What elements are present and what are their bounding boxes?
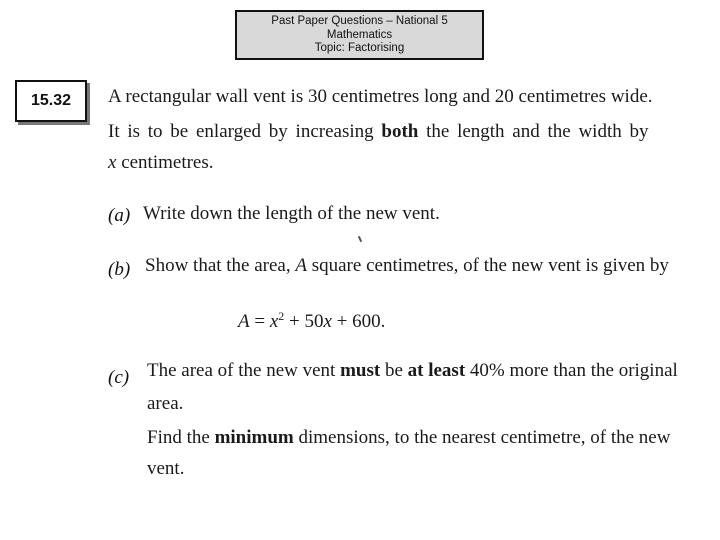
header-subject: Mathematics xyxy=(326,28,393,41)
part-b-text-pre: Show that the area, xyxy=(145,255,296,276)
part-a-label: (a) xyxy=(108,205,131,226)
part-c-line-4: vent. xyxy=(147,458,185,479)
intro-line-3 xyxy=(108,152,214,174)
part-c-line-1-mid: be xyxy=(380,360,408,381)
part-c-line-1-post: 40% more than the original xyxy=(465,360,678,381)
part-c-line-2: area. xyxy=(147,393,184,414)
area-formula xyxy=(238,311,385,333)
intro-line-2-post: the length and the width by xyxy=(418,121,649,142)
formula-end: + 600. xyxy=(331,311,386,332)
intro-variable-x: x xyxy=(108,152,117,173)
intro-line-2-pre: It is to be enlarged by increasing xyxy=(108,121,382,142)
question-number: 15.32 xyxy=(30,92,72,109)
part-b-variable-A: A xyxy=(295,255,307,276)
formula-mid: + 50 xyxy=(284,311,324,332)
question-number-badge xyxy=(15,80,87,122)
intro-line-3-post: centimetres. xyxy=(116,152,214,173)
part-c-line-1-pre: The area of the new vent xyxy=(147,360,341,381)
scan-speck xyxy=(358,236,362,242)
part-a-text: Write down the length of the new vent. xyxy=(143,203,440,224)
part-c-line-3-post: dimensions, to the nearest centimetre, of the new xyxy=(293,427,671,448)
part-c-line-3-pre: Find the xyxy=(147,427,215,448)
worksheet-header xyxy=(235,10,484,60)
part-c-must-emphasis: must xyxy=(340,360,381,381)
part-b-text-post: square centimetres, of the new vent is given by xyxy=(306,255,669,276)
formula-x: x xyxy=(323,311,332,332)
part-c-at-least-emphasis: at least xyxy=(407,360,466,381)
part-c-line-1 xyxy=(147,360,678,382)
formula-equals: = xyxy=(249,311,270,332)
intro-line-1: A rectangular wall vent is 30 centimetres long and 20 centimetres wide. xyxy=(108,86,653,107)
part-b-label: (b) xyxy=(108,259,131,280)
formula-A: A xyxy=(238,311,250,332)
header-title: Past Paper Questions – National 5 xyxy=(271,15,448,27)
intro-both-emphasis: both xyxy=(381,121,419,142)
part-c-minimum-emphasis: minimum xyxy=(214,427,294,448)
formula-exponent: 2 xyxy=(278,309,285,323)
intro-line-2 xyxy=(108,121,649,143)
header-topic: Topic: Factorising xyxy=(314,42,405,54)
part-c-line-3 xyxy=(147,427,670,449)
formula-x-squared-base: x xyxy=(269,311,279,332)
part-b-text xyxy=(145,255,669,277)
part-c-label: (c) xyxy=(108,367,130,388)
